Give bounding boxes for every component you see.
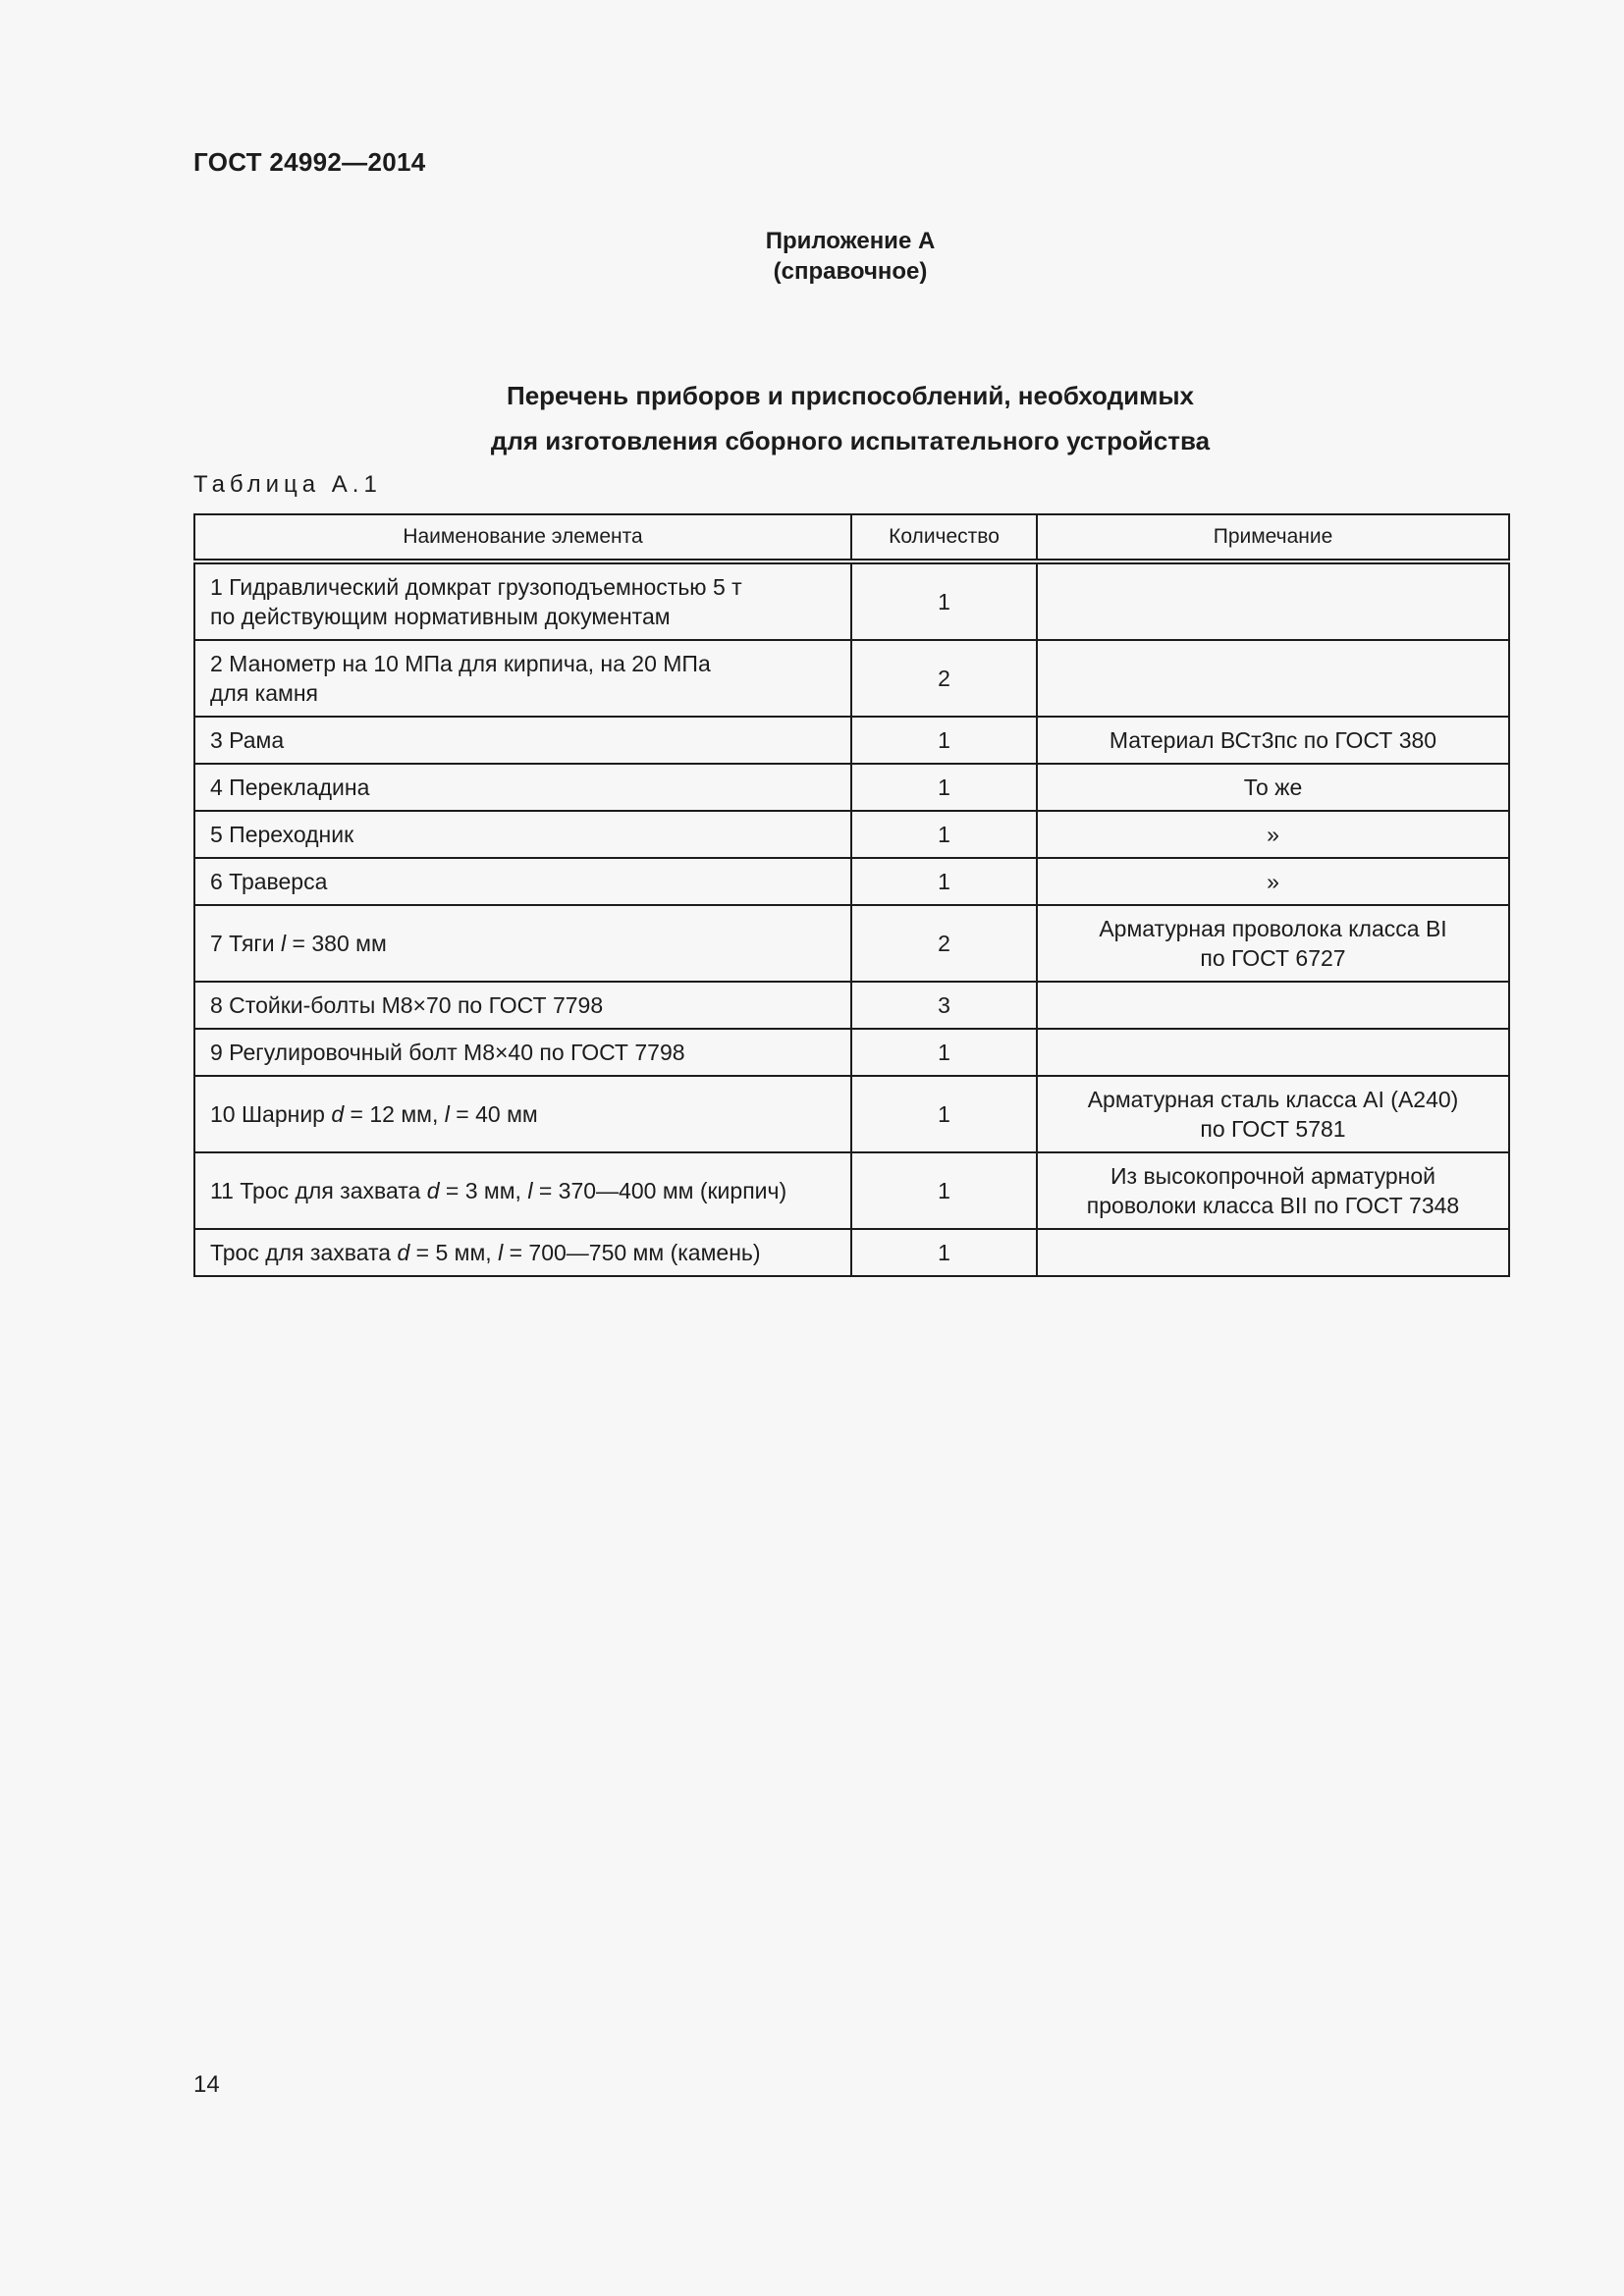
table-row [194, 811, 1509, 858]
variable-symbol: d [426, 1178, 440, 1203]
text-segment: = 5 мм, [409, 1240, 499, 1265]
variable-symbol: l [498, 1240, 504, 1265]
text-segment: 11 Трос для захвата [210, 1178, 427, 1203]
cell-note [1037, 982, 1509, 1029]
table-body [194, 561, 1509, 1276]
text-segment: = 370—400 мм (кирпич) [532, 1178, 787, 1203]
cell-quantity: 1 [851, 764, 1037, 811]
variable-symbol: d [397, 1240, 410, 1265]
cell-name-line: 8 Стойки-болты М8×70 по ГОСТ 7798 [210, 992, 604, 1018]
text-segment: 10 Шарнир [210, 1101, 332, 1127]
page-number: 14 [193, 2071, 220, 2098]
cell-name [194, 640, 851, 717]
cell-name-line [210, 929, 836, 958]
cell-name [194, 764, 851, 811]
cell-note-line: по ГОСТ 5781 [1200, 1116, 1346, 1142]
cell-note [1037, 858, 1509, 905]
table-row [194, 561, 1509, 640]
text-segment: 7 Тяги [210, 931, 282, 956]
header-quantity: Количество [851, 514, 1037, 561]
table-header-row [194, 514, 1509, 561]
cell-quantity: 1 [851, 1152, 1037, 1229]
cell-name [194, 561, 851, 640]
cell-quantity: 1 [851, 858, 1037, 905]
cell-quantity: 1 [851, 717, 1037, 764]
cell-name [194, 858, 851, 905]
header-note: Примечание [1037, 514, 1509, 561]
cell-name-line: 6 Траверса [210, 869, 328, 894]
cell-name [194, 1229, 851, 1276]
variable-symbol: l [281, 931, 287, 956]
table-row [194, 1076, 1509, 1152]
document-title-line-2: для изготовления сборного испытательного устройства [490, 426, 1211, 455]
cell-name-line: 3 Рама [210, 727, 285, 753]
variable-symbol: l [527, 1178, 533, 1203]
cell-quantity: 1 [851, 1029, 1037, 1076]
cell-quantity: 1 [851, 561, 1037, 640]
cell-name [194, 1029, 851, 1076]
cell-note [1037, 764, 1509, 811]
text-segment: = 40 мм [449, 1101, 538, 1127]
cell-quantity: 2 [851, 905, 1037, 982]
variable-symbol: l [444, 1101, 450, 1127]
cell-note [1037, 1152, 1509, 1229]
cell-name [194, 905, 851, 982]
cell-note-line: » [1267, 822, 1279, 847]
cell-name-line [210, 1238, 836, 1267]
appendix-title: Приложение А [765, 228, 936, 254]
text-segment: = 380 мм [286, 931, 387, 956]
cell-note [1037, 1076, 1509, 1152]
cell-note [1037, 811, 1509, 858]
cell-quantity: 1 [851, 811, 1037, 858]
cell-note-line: Материал ВСт3пс по ГОСТ 380 [1109, 727, 1437, 753]
table-row [194, 717, 1509, 764]
cell-name-line: 2 Манометр на 10 МПа для кирпича, на 20 МПа [210, 651, 711, 676]
cell-quantity: 1 [851, 1076, 1037, 1152]
text-segment: = 3 мм, [439, 1178, 528, 1203]
cell-name [194, 717, 851, 764]
cell-note [1037, 1229, 1509, 1276]
table-row [194, 982, 1509, 1029]
table-row [194, 1029, 1509, 1076]
variable-symbol: d [331, 1101, 345, 1127]
cell-name-line: 9 Регулировочный болт М8×40 по ГОСТ 7798 [210, 1040, 685, 1065]
cell-name-line: для камня [210, 680, 319, 706]
cell-note-line: Из высокопрочной арматурной [1110, 1163, 1435, 1189]
table-row [194, 858, 1509, 905]
cell-note [1037, 717, 1509, 764]
cell-note-line: » [1267, 869, 1279, 894]
header-name: Наименование элемента [194, 514, 851, 561]
document-title [0, 373, 1624, 463]
cell-note-line: проволоки класса BII по ГОСТ 7348 [1086, 1193, 1460, 1218]
table-row [194, 640, 1509, 717]
cell-name-line: 4 Перекладина [210, 774, 370, 800]
cell-note-line: То же [1243, 774, 1303, 800]
text-segment: Трос для захвата [210, 1240, 398, 1265]
table-row [194, 905, 1509, 982]
cell-name-line: 1 Гидравлический домкрат грузоподъемностью 5 т [210, 574, 742, 600]
cell-note [1037, 1029, 1509, 1076]
cell-note-line: по ГОСТ 6727 [1200, 945, 1346, 971]
cell-name-line [210, 1099, 836, 1129]
cell-note [1037, 905, 1509, 982]
cell-name-line: по действующим нормативным документам [210, 604, 671, 629]
text-segment: = 12 мм, [344, 1101, 445, 1127]
cell-note [1037, 640, 1509, 717]
text-segment: = 700—750 мм (камень) [503, 1240, 761, 1265]
cell-name [194, 811, 851, 858]
appendix-heading [0, 226, 1624, 287]
cell-name [194, 1152, 851, 1229]
cell-quantity: 2 [851, 640, 1037, 717]
cell-note-line: Арматурная проволока класса BI [1099, 916, 1447, 941]
table-row [194, 1152, 1509, 1229]
cell-name [194, 1076, 851, 1152]
cell-quantity: 3 [851, 982, 1037, 1029]
table-row [194, 1229, 1509, 1276]
cell-name-line [210, 1176, 836, 1205]
cell-quantity: 1 [851, 1229, 1037, 1276]
table-row [194, 764, 1509, 811]
cell-note [1037, 561, 1509, 640]
table-caption: Таблица А.1 [193, 471, 382, 498]
document-title-line-1: Перечень приборов и приспособлений, необходимых [507, 381, 1194, 410]
cell-note-line: Арматурная сталь класса AI (А240) [1087, 1087, 1459, 1112]
cell-name [194, 982, 851, 1029]
cell-name-line: 5 Переходник [210, 822, 354, 847]
appendix-subtitle: (справочное) [773, 258, 928, 285]
equipment-table [193, 513, 1510, 1277]
document-code: ГОСТ 24992—2014 [193, 147, 426, 177]
